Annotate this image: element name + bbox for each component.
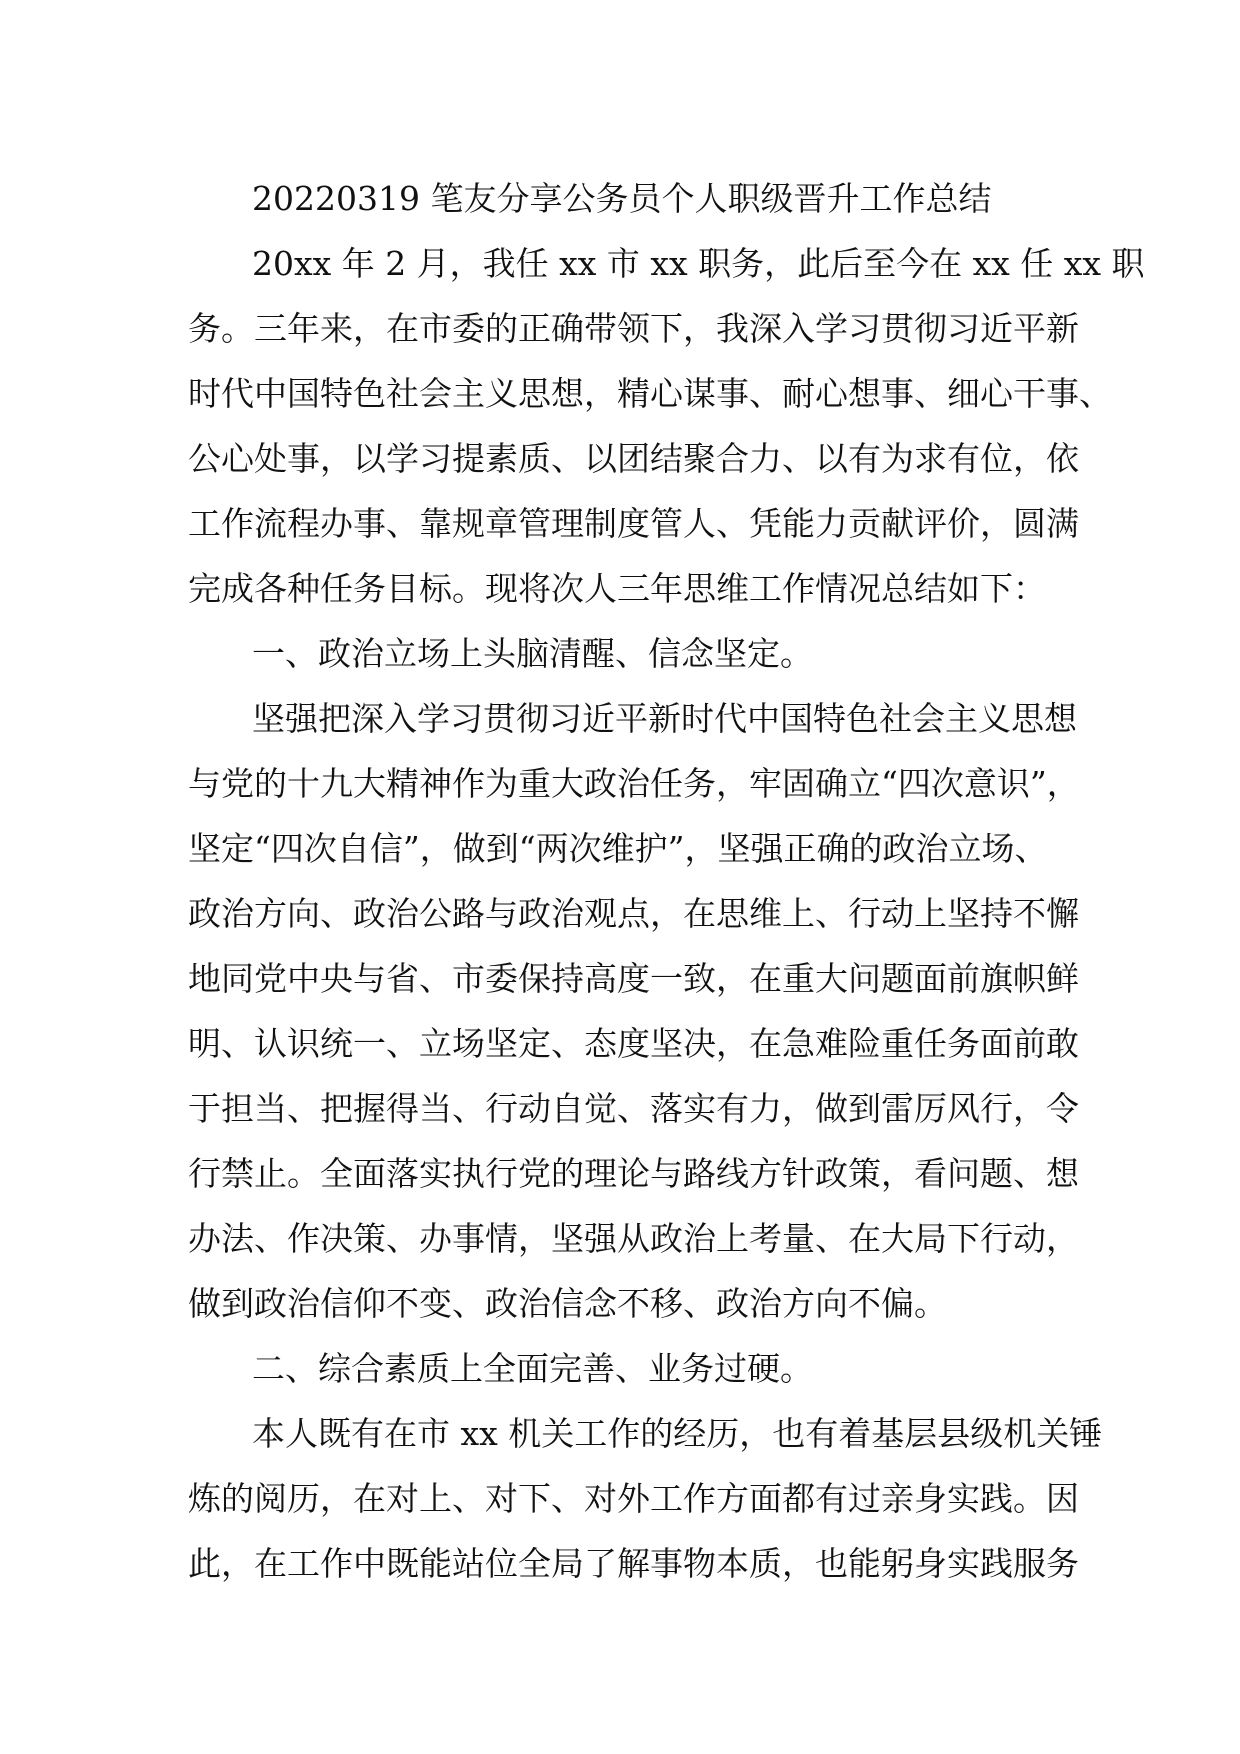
paragraph-2-line-7: 于担当、把握得当、行动自觉、落实有力，做到雷厉风行，令 [188,1089,1079,1128]
section-heading-2: 二、综合素质上全面完善、业务过硬。 [252,1349,813,1388]
paragraph-3-line-1: 本人既有在市 xx 机关工作的经历，也有着基层县级机关锤 [252,1414,1103,1453]
paragraph-3-line-2: 炼的阅历，在对上、对下、对外工作方面都有过亲身实践。因 [188,1479,1079,1518]
document-title: 20220319 笔友分享公务员个人职级晋升工作总结 [252,179,992,218]
paragraph-2-line-4: 政治方向、政治公路与政治观点，在思维上、行动上坚持不懈 [188,894,1079,933]
paragraph-2-line-2: 与党的十九大精神作为重大政治任务，牢固确立“四次意识”， [188,764,1080,803]
paragraph-2-line-9: 办法、作决策、办事情，坚强从政治上考量、在大局下行动， [188,1219,1079,1258]
document-body [188,166,1145,1596]
paragraph-2-line-6: 明、认识统一、立场坚定、态度坚决，在急难险重任务面前敢 [188,1024,1079,1063]
paragraph-1-line-1: 20xx 年 2 月，我任 xx 市 xx 职务，此后至今在 xx 任 xx 职 [252,244,1145,283]
paragraph-2-line-1: 坚强把深入学习贯彻习近平新时代中国特色社会主义思想 [252,699,1077,738]
paragraph-3-line-3: 此，在工作中既能站位全局了解事物本质，也能躬身实践服务 [188,1544,1079,1583]
paragraph-1-line-6: 完成各种任务目标。现将次人三年思维工作情况总结如下： [188,569,1046,608]
paragraph-2-line-5: 地同党中央与省、市委保持高度一致，在重大问题面前旗帜鲜 [188,959,1079,998]
paragraph-2-line-10: 做到政治信仰不变、政治信念不移、政治方向不偏。 [188,1284,947,1323]
paragraph-1-line-2: 务。三年来，在市委的正确带领下，我深入学习贯彻习近平新 [188,309,1079,348]
paragraph-1-line-5: 工作流程办事、靠规章管理制度管人、凭能力贡献评价，圆满 [188,504,1079,543]
paragraph-1-line-4: 公心处事，以学习提素质、以团结聚合力、以有为求有位，依 [188,439,1079,478]
paragraph-1-line-3: 时代中国特色社会主义思想，精心谋事、耐心想事、细心干事、 [188,374,1112,413]
section-heading-1: 一、政治立场上头脑清醒、信念坚定。 [252,634,813,673]
paragraph-2-line-3: 坚定“四次自信”，做到“两次维护”，坚强正确的政治立场、 [188,829,1048,868]
paragraph-2-line-8: 行禁止。全面落实执行党的理论与路线方针政策，看问题、想 [188,1154,1079,1193]
